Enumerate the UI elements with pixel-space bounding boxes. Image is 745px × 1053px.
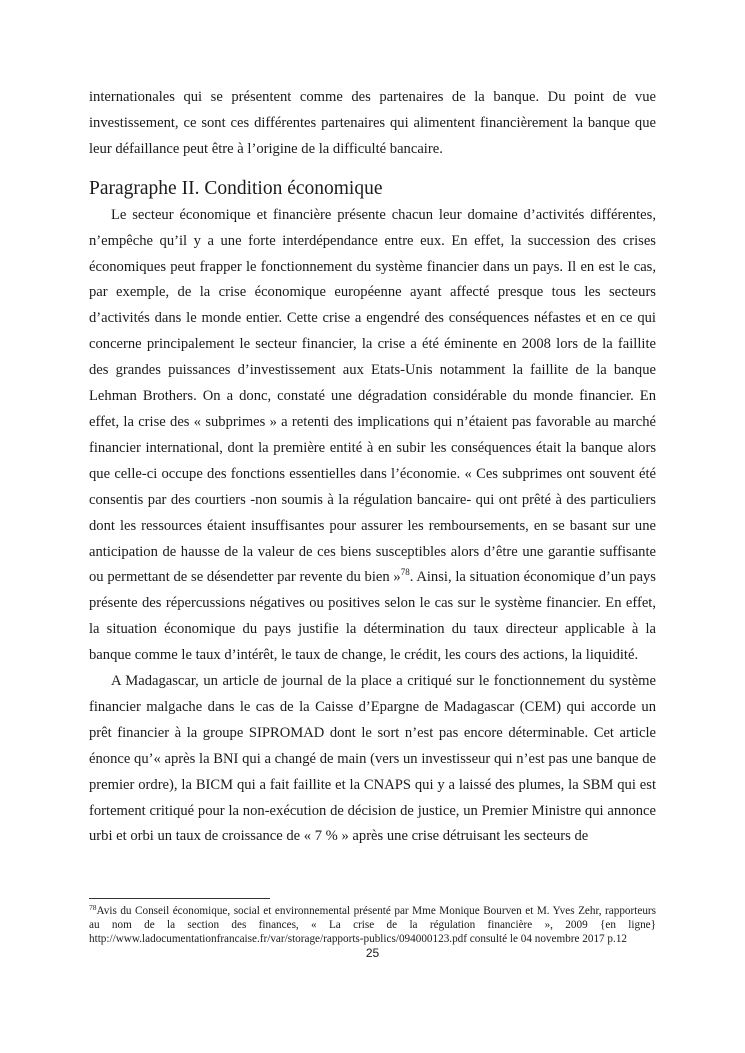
footnote: [89, 904, 656, 947]
intro-paragraph: internationales qui se présentent comme des partenaires de la banque. Du point de vue investissement, ce sont ces différentes partenaires qui alimentent financièrement la banque que leur défaillance peut être à l’origine de la difficulté bancaire.: [89, 89, 656, 157]
paragraph-text-part-1: Le secteur économique et financière présente chacun leur domaine d’activités différentes, n’empêche qu’il y a une forte interdépendance entre eux. En effet, la succession des crises économiques peut frapper le fonctionnement du système financier dans un pays. Il en est le cas, par exemple, de la crise économique européenne ayant affecté presque tous les secteurs d’activités dans le monde entier. Cette crise a engendré des conséquences néfastes et en ce qui concerne principalement le secteur financier, la crise a été éminente en 2008 lors de la faillite des grandes puissances d’investissement aux Etats-Unis notamment la faillite de la banque Lehman Brothers. On a donc, constaté une dégradation considérable du monde financier. En effet, la crise des « subprimes » a retenti des implications qui n’étaient pas favorable au marché financier international, dont la première entité à en subir les conséquences était la banque alors que celle-ci occupe des fonctions essentielles dans l’économie. « Ces subprimes ont souvent été consentis par des courtiers -non soumis à la régulation bancaire- qui ont prêté à des particuliers dont les ressources étaient insuffisantes pour assurer les remboursements, en se basant sur une anticipation de hausse de la valeur de ces biens susceptibles alors d’être une garantie suffisante ou permettant de se désendetter par revente du bien »: [89, 206, 656, 586]
paragraph-text-part-2: . Ainsi, la situation économique d’un pays présente des répercussions négatives ou positives selon le cas sur le système financier. En effet, la situation économique du pays justifie la détermination du taux directeur applicable à la banque comme le taux d’intérêt, le taux de change, le crédit, les cours des actions, la liquidité.: [89, 569, 656, 664]
page-body: [89, 85, 656, 850]
footnote-reference[interactable]: 78: [400, 567, 410, 578]
footnote-number: 78: [89, 903, 97, 912]
section-heading: Paragraphe II. Condition économique: [89, 177, 383, 199]
footnote-separator: [89, 898, 270, 899]
page-number: 25: [365, 946, 380, 960]
paragraph-economic-condition: [89, 203, 656, 669]
paragraph-madagascar: A Madagascar, un article de journal de la place a critiqué sur le fonctionnement du système financier malgache dans le cas de la Caisse d’Epargne de Madagascar (CEM) qui accorde un prêt financier à la groupe SIPROMAD dont le sort n’est pas encore déterminable. Cet article énonce qu’« après la BNI qui a changé de main (vers un investisseur qui n’est pas une banque de premier ordre), la BICM qui a fait faillite et la CNAPS qui y a laissé des plumes, la SBM qui est fortement critiqué pour la non-exécution de décision de justice, un Premier Ministre qui annonce urbi et orbi un taux de croissance de « 7 % » après une crise détruisant les secteurs de: [89, 673, 656, 845]
footnote-text: Avis du Conseil économique, social et environnemental présenté par Mme Monique Bourven et M. Yves Zehr, rapporteurs au nom de la section des finances, « La crise de la régulation financière », 2009 {en ligne} http://www.ladocumentationfrancaise.fr/var/storage/rapports-publics/094000123.pdf consulté le 04 novembre 2017 p.12: [89, 905, 656, 946]
